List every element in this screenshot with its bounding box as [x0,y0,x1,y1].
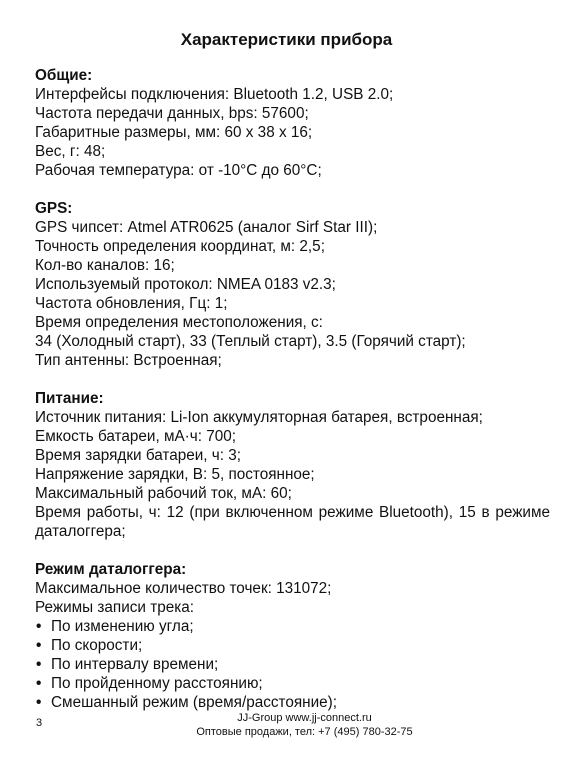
section-logger [35,560,550,712]
bullet-icon: • [36,656,42,673]
list-item [35,674,550,693]
spec-line: Время работы, ч: 12 (при включенном режиме Bluetooth), 15 в режиме даталоггера; [35,504,555,540]
spec-line: Источник питания: Li-Ion аккумуляторная батарея, встроенная; [35,409,483,426]
spec-line: Емкость батареи, мА·ч: 700; [35,428,237,445]
list-item [35,636,550,655]
list-item-text: По интервалу времени; [51,656,219,673]
spec-line: Максимальный рабочий ток, мА: 60; [35,485,292,502]
list-item [35,617,550,636]
page-footer [0,711,573,739]
bullet-icon: • [36,618,42,635]
spec-line: Рабочая температура: от -10°C до 60°C; [35,162,322,179]
list-item-text: Смешанный режим (время/расстояние); [51,694,337,711]
spec-content [35,66,555,731]
spec-line: Напряжение зарядки, В: 5, постоянное; [35,466,315,483]
list-item-text: По скорости; [51,637,143,654]
section-power [35,389,555,541]
spec-line: Частота передачи данных, bps: 57600; [35,105,309,122]
list-item [35,655,550,674]
section-gps [35,199,550,370]
list-item-text: По пройденному расстоянию; [51,675,263,692]
spec-line: Интерфейсы подключения: Bluetooth 1.2, USB 2.0; [35,86,394,103]
page-number: 3 [36,717,43,729]
footer-website: JJ-Group www.jj-connect.ru [237,712,372,724]
spec-line: Режимы записи трека: [35,599,195,616]
bullet-icon: • [36,675,42,692]
spec-line: Точность определения координат, м: 2,5; [35,238,325,255]
spec-line: 34 (Холодный старт), 33 (Теплый старт), 3.5 (Горячий старт); [35,333,466,350]
page-title: Характеристики прибора [180,30,393,49]
bullet-icon: • [36,694,42,711]
section-heading: Общие: [35,67,93,84]
spec-line: Габаритные размеры, мм: 60 х 38 х 16; [35,124,313,141]
section-heading: GPS: [35,200,73,217]
list-item-text: По изменению угла; [51,618,194,635]
section-heading: Питание: [35,390,104,407]
spec-line: Вес, г: 48; [35,143,106,160]
spec-line: Кол-во каналов: 16; [35,257,175,274]
spec-line: Используемый протокол: NMEA 0183 v2.3; [35,276,336,293]
section-general [35,66,550,180]
spec-line: Время зарядки батареи, ч: 3; [35,447,242,464]
spec-line: Частота обновления, Гц: 1; [35,295,228,312]
spec-line: Время определения местоположения, с: [35,314,323,331]
spec-line: Максимальное количество точек: 131072; [35,580,332,597]
spec-line: Тип антенны: Встроенная; [35,352,222,369]
spec-line: GPS чипсет: Atmel ATR0625 (аналог Sirf Star III); [35,219,378,236]
bullet-icon: • [36,637,42,654]
section-heading: Режим даталоггера: [35,561,187,578]
list-item [35,693,550,712]
footer-contact: Оптовые продажи, тел: +7 (495) 780-32-75 [196,726,413,738]
